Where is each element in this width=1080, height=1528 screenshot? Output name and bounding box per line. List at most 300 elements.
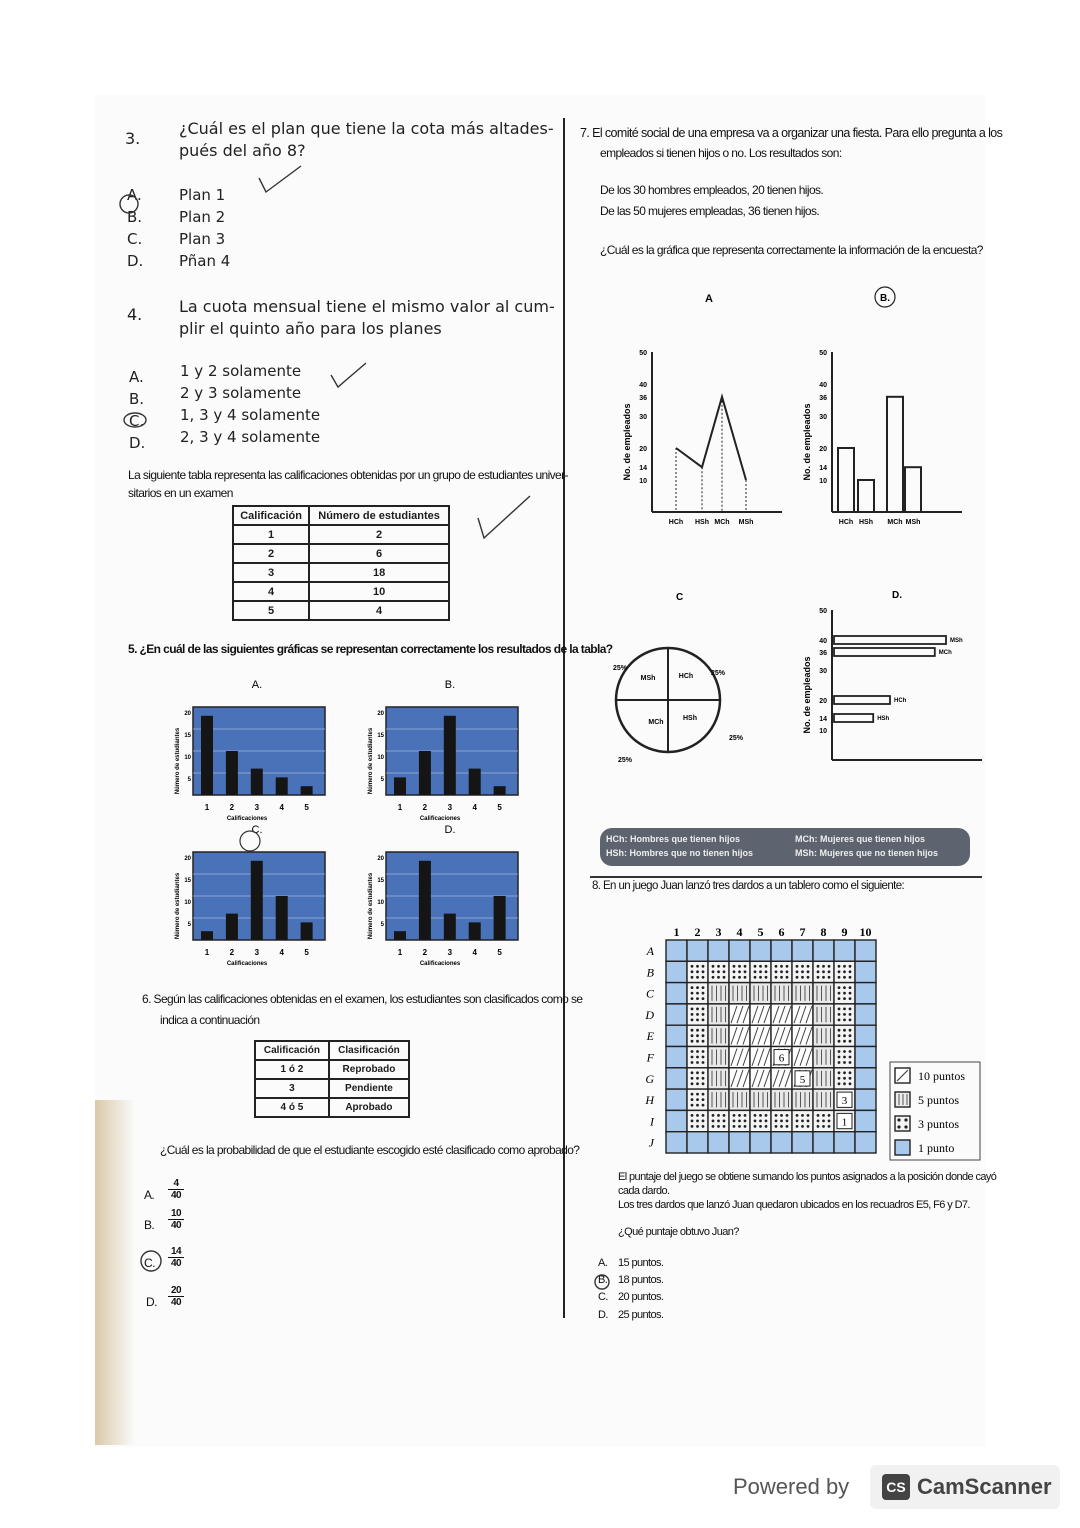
row-label: E	[646, 1029, 654, 1044]
pie-percent-label: 25%	[612, 665, 628, 672]
row-label: C	[645, 986, 654, 1001]
dot-pattern	[796, 1114, 799, 1117]
dot-pattern	[838, 1082, 841, 1085]
dot-pattern	[744, 1120, 747, 1123]
q8-opt-c[interactable]: 20 puntos.	[618, 1291, 664, 1303]
dot-pattern	[849, 970, 852, 973]
dot-pattern	[754, 1120, 757, 1123]
bar	[834, 714, 873, 722]
y-tick-label: 15	[377, 733, 384, 739]
y-tick-label: 5	[187, 922, 191, 928]
table-cell: 3	[233, 563, 309, 582]
dot-pattern	[822, 1125, 825, 1128]
q8-opt-c-letter: C.	[598, 1291, 608, 1303]
board-cell	[834, 1132, 855, 1153]
column-label: 8	[820, 925, 827, 939]
board-cell	[666, 1068, 687, 1089]
bar	[394, 931, 406, 940]
dot-pattern	[780, 1114, 783, 1117]
pie-percent-label: 25%	[728, 735, 744, 742]
q4-opt-c[interactable]: 1, 3 y 4 solamente	[180, 406, 321, 424]
x-tick-label: 5	[304, 803, 309, 812]
row-label: F	[646, 1050, 654, 1065]
dot-pattern	[765, 1114, 768, 1117]
dot-pattern	[702, 1061, 705, 1064]
table-cell: 4 ó 5	[255, 1098, 329, 1117]
x-tick-label: 3	[254, 948, 260, 957]
y-tick-label: 30	[819, 414, 827, 421]
pie-slice-label: HCh	[678, 673, 694, 680]
y-tick-label: 10	[819, 728, 827, 735]
dot-pattern	[691, 1040, 694, 1043]
dot-pattern	[849, 965, 852, 968]
bar	[301, 786, 313, 795]
bar	[226, 914, 238, 940]
dot-pattern	[723, 965, 726, 968]
q4-opt-a-letter: A.	[129, 368, 144, 386]
dot-pattern	[801, 1114, 804, 1117]
dot-pattern	[849, 1019, 852, 1022]
dot-pattern	[691, 1114, 694, 1117]
q8-opt-d[interactable]: 25 puntos.	[618, 1309, 664, 1321]
row-label: D	[645, 1007, 654, 1022]
dot-pattern	[712, 1120, 715, 1123]
bar	[276, 777, 288, 795]
dot-pattern	[717, 1125, 720, 1128]
dot-pattern	[838, 976, 841, 979]
row-label: J	[648, 1135, 654, 1150]
q8-text2: Los tres dardos que lanzó Juan quedaron ubicados en los recuadros E5, F6 y D7.	[618, 1199, 970, 1211]
dot-pattern	[838, 1029, 841, 1032]
dot-pattern	[796, 1120, 799, 1123]
bar	[834, 648, 935, 656]
dot-pattern	[733, 976, 736, 979]
q4-number: 4.	[127, 305, 143, 324]
dot-pattern	[801, 1125, 804, 1128]
fraction-numerator: 10	[171, 1208, 181, 1219]
y-tick-label: 14	[819, 465, 827, 473]
legend-pattern	[904, 1125, 907, 1128]
table-cell: 4	[309, 601, 449, 620]
board-cell	[855, 1068, 876, 1089]
q3-opt-b[interactable]: Plan 2	[179, 208, 226, 226]
dot-pattern	[775, 1125, 778, 1128]
dot-pattern	[822, 976, 825, 979]
dot-pattern	[817, 1125, 820, 1128]
y-tick-label: 36	[819, 394, 827, 402]
dot-pattern	[691, 1061, 694, 1064]
dot-pattern	[759, 965, 762, 968]
dot-pattern	[807, 1120, 810, 1123]
q4-opt-d[interactable]: 2, 3 y 4 solamente	[180, 428, 321, 446]
legend-pattern	[904, 1118, 907, 1121]
dot-pattern	[843, 1040, 846, 1043]
board-cell	[687, 1132, 708, 1153]
bar-label: MCh	[938, 650, 952, 656]
dot-pattern	[807, 1125, 810, 1128]
dot-pattern	[744, 965, 747, 968]
dot-pattern	[807, 965, 810, 968]
dot-pattern	[843, 1008, 846, 1011]
board-cell	[666, 961, 687, 982]
q7-line2: empleados si tienen hijos o no. Los resultados son:	[600, 146, 842, 160]
dot-pattern	[738, 970, 741, 973]
dot-pattern	[702, 1082, 705, 1085]
bar	[394, 777, 406, 795]
y-axis-label: No. de empleados	[802, 656, 812, 734]
x-tick-label: 1	[397, 948, 403, 957]
dot-pattern	[838, 1050, 841, 1053]
q3-opt-b-letter: B.	[127, 208, 143, 226]
dot-pattern	[765, 1125, 768, 1128]
y-axis-label: Número de estudiantes	[368, 727, 374, 795]
dot-pattern	[691, 997, 694, 1000]
dot-pattern	[691, 976, 694, 979]
dot-pattern	[843, 976, 846, 979]
dot-pattern	[849, 1077, 852, 1080]
table-row	[255, 1098, 409, 1117]
dot-pattern	[696, 1040, 699, 1043]
dot-pattern	[838, 965, 841, 968]
bar	[838, 448, 854, 512]
dot-pattern	[702, 1093, 705, 1096]
q6-question: ¿Cuál es la probabilidad de que el estudiante escogido esté clasificado como aprobado?	[160, 1143, 580, 1157]
bar	[201, 716, 213, 795]
dot-pattern	[849, 1013, 852, 1016]
dart-mark: 1	[841, 1116, 848, 1129]
dot-pattern	[822, 1114, 825, 1117]
dot-pattern	[801, 1120, 804, 1123]
q3-text-1: ¿Cuál es el plan que tiene la cota más altades-	[179, 119, 554, 138]
dot-pattern	[780, 1120, 783, 1123]
q4-opt-b-letter: B.	[129, 390, 145, 408]
dot-pattern	[838, 992, 841, 995]
bar	[834, 696, 890, 704]
y-tick-label: 20	[377, 711, 384, 717]
board-cell	[855, 1110, 876, 1131]
table-row	[233, 601, 449, 620]
dot-pattern	[838, 986, 841, 989]
x-axis-label: Calificaciones	[226, 816, 268, 822]
dot-pattern	[807, 1114, 810, 1117]
dot-pattern	[843, 986, 846, 989]
dot-pattern	[765, 965, 768, 968]
q3-opt-a[interactable]: Plan 1	[179, 186, 226, 204]
y-tick-label: 20	[819, 698, 827, 705]
dot-pattern	[849, 1034, 852, 1037]
dot-pattern	[759, 1120, 762, 1123]
dot-pattern	[717, 1120, 720, 1123]
x-tick-label: HSh	[695, 519, 709, 526]
dot-pattern	[849, 1082, 852, 1085]
dot-pattern	[738, 1125, 741, 1128]
board-cell	[750, 1132, 771, 1153]
q8-opt-b-letter: B.	[598, 1274, 608, 1286]
row-label: B	[646, 965, 654, 980]
dot-pattern	[702, 976, 705, 979]
legend-pattern	[897, 1118, 900, 1121]
dot-pattern	[733, 1125, 736, 1128]
pie-percent-label: 25%	[617, 757, 633, 764]
x-tick-label: 1	[204, 948, 210, 957]
x-tick-label: 3	[447, 948, 453, 957]
board-cell	[855, 1047, 876, 1068]
column-label: 9	[841, 925, 848, 939]
y-tick-label: 30	[639, 414, 647, 421]
q8-answer-circle	[592, 1272, 612, 1292]
table-intro-2: sitarios en un examen	[128, 486, 233, 500]
dot-pattern	[775, 1114, 778, 1117]
table-cell: 1	[233, 525, 309, 544]
y-tick-label: 5	[380, 777, 384, 783]
dot-pattern	[702, 1098, 705, 1101]
dot-pattern	[822, 1120, 825, 1123]
board-cell	[792, 940, 813, 961]
q6-opt-c[interactable]	[168, 1246, 184, 1269]
bar	[251, 861, 263, 940]
dot-pattern	[765, 976, 768, 979]
dot-pattern	[702, 1013, 705, 1016]
dot-pattern	[838, 1071, 841, 1074]
y-tick-label: 36	[819, 650, 827, 657]
q6-opt-b[interactable]	[168, 1208, 184, 1231]
table-row	[233, 525, 449, 544]
table-cell: Aprobado	[329, 1098, 409, 1117]
x-tick-label: 4	[279, 948, 284, 957]
bar	[301, 922, 313, 940]
dot-pattern	[702, 986, 705, 989]
bar	[858, 480, 874, 512]
dot-pattern	[712, 976, 715, 979]
dot-pattern	[691, 1125, 694, 1128]
dot-pattern	[691, 1056, 694, 1059]
dot-pattern	[759, 976, 762, 979]
dot-pattern	[801, 976, 804, 979]
fraction-numerator: 4	[173, 1178, 179, 1189]
x-tick-label: MCh	[714, 519, 730, 526]
dot-pattern	[702, 1114, 705, 1117]
dot-pattern	[691, 1082, 694, 1085]
table-row	[233, 544, 449, 563]
dot-pattern	[712, 965, 715, 968]
dot-pattern	[775, 1120, 778, 1123]
q7-chart-c	[613, 592, 744, 764]
q3-opt-c[interactable]: Plan 3	[179, 230, 226, 248]
table-row	[233, 563, 449, 582]
q8-opt-b[interactable]: 18 puntos.	[618, 1274, 664, 1286]
table-cell: 4	[233, 582, 309, 601]
q4-opt-b[interactable]: 2 y 3 solamente	[180, 384, 302, 402]
pie-percent-label: 25%	[710, 670, 726, 677]
dot-pattern	[696, 1029, 699, 1032]
pie-slice-label: HSh	[683, 715, 697, 722]
dot-pattern	[754, 976, 757, 979]
dot-pattern	[696, 1013, 699, 1016]
dot-pattern	[696, 1098, 699, 1101]
dot-pattern	[843, 992, 846, 995]
dot-pattern	[754, 1125, 757, 1128]
dot-pattern	[691, 1071, 694, 1074]
dot-pattern	[691, 1013, 694, 1016]
bar	[251, 769, 263, 795]
y-tick-label: 36	[639, 394, 647, 402]
dot-pattern	[733, 1114, 736, 1117]
fraction-numerator: 14	[171, 1246, 181, 1257]
q6-opt-d[interactable]	[168, 1285, 184, 1308]
dot-pattern	[849, 1056, 852, 1059]
x-axis-label: Calificaciones	[419, 816, 461, 822]
board-cell	[666, 1004, 687, 1025]
q8-opt-a[interactable]: 15 puntos.	[618, 1257, 664, 1269]
q6-opt-b-letter: B.	[144, 1218, 155, 1232]
legend-hch: HCh: Hombres que tienen hijos	[606, 834, 741, 844]
bar	[201, 931, 213, 940]
q7-line1: 7. El comité social de una empresa va a organizar una fiesta. Para ello pregunta a los	[580, 126, 1003, 140]
bar	[834, 636, 946, 644]
q4-text-1: La cuota mensual tiene el mismo valor al cum-	[179, 297, 555, 316]
dot-pattern	[754, 970, 757, 973]
y-axis-label: No. de empleados	[802, 403, 812, 481]
board-cell	[666, 1110, 687, 1131]
q8-text1: El puntaje del juego se obtiene sumando los puntos asignados a la posición donde cayó	[618, 1171, 997, 1183]
q7-chart-b	[802, 287, 962, 526]
dot-pattern	[849, 986, 852, 989]
board-cell	[771, 1132, 792, 1153]
q5-chart-3	[368, 824, 518, 967]
powered-by-label: Powered by	[733, 1474, 850, 1499]
dot-pattern	[696, 1061, 699, 1064]
dot-pattern	[733, 965, 736, 968]
chart-title: C	[676, 592, 684, 603]
dot-pattern	[843, 1019, 846, 1022]
q3-number: 3.	[125, 129, 141, 148]
dot-pattern	[733, 970, 736, 973]
dart-mark: 3	[841, 1095, 848, 1108]
dot-pattern	[723, 1114, 726, 1117]
table-row	[255, 1079, 409, 1098]
dot-pattern	[817, 970, 820, 973]
y-tick-label: 10	[377, 755, 384, 761]
y-tick-label: 20	[184, 856, 191, 862]
dot-pattern	[843, 1029, 846, 1032]
dot-pattern	[828, 1114, 831, 1117]
dot-pattern	[754, 1114, 757, 1117]
dot-pattern	[702, 992, 705, 995]
q3-opt-a-letter: A.	[127, 186, 142, 204]
y-tick-label: 10	[639, 478, 647, 485]
dot-pattern	[838, 1019, 841, 1022]
dot-pattern	[828, 976, 831, 979]
table-header-row	[233, 506, 449, 525]
camscanner-logo-icon: CS	[882, 1474, 910, 1500]
board-cell	[666, 940, 687, 961]
dot-pattern	[723, 1120, 726, 1123]
dot-pattern	[843, 997, 846, 1000]
column-label: 6	[778, 925, 785, 939]
dot-pattern	[702, 997, 705, 1000]
q7-legend	[600, 828, 970, 866]
legend-label: 5 puntos	[918, 1093, 960, 1107]
column-divider	[563, 118, 565, 1318]
dot-pattern	[712, 1114, 715, 1117]
q4-opt-a[interactable]: 1 y 2 solamente	[180, 362, 302, 380]
dot-pattern	[786, 976, 789, 979]
column-label: 2	[694, 925, 701, 939]
dot-pattern	[838, 1034, 841, 1037]
row-label: G	[645, 1071, 654, 1086]
legend-swatch	[895, 1140, 910, 1155]
y-tick-label: 50	[819, 350, 827, 357]
q8-opt-d-letter: D.	[598, 1309, 608, 1321]
y-tick-label: 14	[819, 716, 827, 723]
dot-pattern	[807, 976, 810, 979]
bar-label: HCh	[894, 698, 907, 704]
bar	[444, 914, 456, 940]
dot-pattern	[849, 997, 852, 1000]
column-label: 1	[673, 925, 680, 939]
dot-pattern	[838, 1013, 841, 1016]
dot-pattern	[702, 1008, 705, 1011]
dot-pattern	[843, 1056, 846, 1059]
y-tick-label: 40	[819, 382, 827, 389]
dot-pattern	[691, 1034, 694, 1037]
table-cell: 3	[255, 1079, 329, 1098]
table-header: Calificación	[233, 506, 309, 525]
dot-pattern	[696, 1114, 699, 1117]
dot-pattern	[843, 1077, 846, 1080]
legend-mch: MCh: Mujeres que tienen hijos	[795, 834, 926, 844]
camscanner-brand: CamScanner	[917, 1474, 1052, 1499]
q6-answer-circle	[136, 1246, 166, 1276]
bar	[887, 397, 903, 512]
chart-title: D.	[444, 824, 456, 836]
dot-pattern	[744, 1114, 747, 1117]
dot-pattern	[780, 965, 783, 968]
y-tick-label: 5	[187, 777, 191, 783]
dot-pattern	[849, 1029, 852, 1032]
board-cell	[666, 983, 687, 1004]
dot-pattern	[843, 1071, 846, 1074]
dot-pattern	[828, 965, 831, 968]
dot-pattern	[702, 1040, 705, 1043]
dot-pattern	[723, 1125, 726, 1128]
dot-pattern	[801, 965, 804, 968]
dot-pattern	[691, 965, 694, 968]
q6-opt-a[interactable]	[168, 1178, 184, 1201]
dot-pattern	[817, 1114, 820, 1117]
legend-label: 3 puntos	[918, 1117, 960, 1131]
dot-pattern	[696, 986, 699, 989]
table-header: Número de estudiantes	[309, 506, 449, 525]
board-cell	[855, 983, 876, 1004]
dot-pattern	[786, 970, 789, 973]
board-cell	[813, 940, 834, 961]
q3-opt-d[interactable]: Pñan 4	[179, 252, 231, 270]
dot-pattern	[702, 1056, 705, 1059]
y-tick-label: 14	[639, 465, 647, 473]
y-tick-label: 15	[377, 878, 384, 884]
q5-chart-1	[368, 679, 518, 822]
dot-pattern	[738, 976, 741, 979]
x-tick-label: HSh	[859, 519, 873, 526]
y-tick-label: 40	[819, 638, 827, 645]
dot-pattern	[849, 992, 852, 995]
y-tick-label: 20	[819, 446, 827, 453]
dot-pattern	[696, 997, 699, 1000]
dot-pattern	[696, 1071, 699, 1074]
y-tick-label: 40	[639, 382, 647, 389]
q4-handwriting-marks	[116, 355, 376, 435]
